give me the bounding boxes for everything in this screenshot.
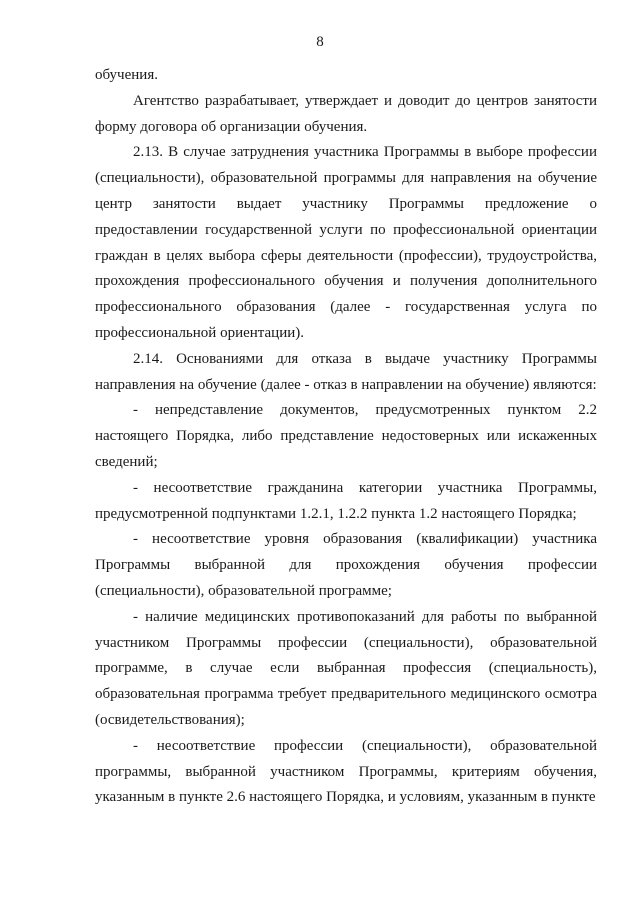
paragraph-2-14: 2.14. Основаниями для отказа в выдаче участнику Программы направления на обучение (далее - отказ в направлении на обучение) являются: bbox=[95, 350, 597, 393]
paragraph-2-13: 2.13. В случае затруднения участника Программы в выборе профессии (специальности), образовательной программы для направления на обучение центр занятости выдает участнику Программы предложение о предоставлении государственной услуги по профессиональной ориентации граждан в целях выбора сферы деятельности (профессии), трудоустройства, прохождения профессионального обучения и получения дополнительного профессионального образования (далее - государственная услуга по профессиональной ориентации). bbox=[95, 144, 597, 341]
list-item-category: - несоответствие гражданина категории участника Программы, предусмотренной подпунктами 1.2.1, 1.2.2 пункта 1.2 настоящего Порядка; bbox=[95, 479, 597, 522]
list-item-medical: - наличие медицинских противопоказаний для работы по выбранной участником Программы профессии (специальности), образовательной программе, в случае если выбранная профессия (специальность), образовательная программа требует предварительного медицинского осмотра (освидетельствования); bbox=[95, 608, 597, 728]
paragraph-agency-form: Агентство разрабатывает, утверждает и доводит до центров занятости форму договора об организации обучения. bbox=[95, 92, 597, 135]
list-item-criteria: - несоответствие профессии (специальности), образовательной программы, выбранной участником Программы, критериям обучения, указанным в пункте 2.6 настоящего Порядка, и условиям, указанным в пункте bbox=[95, 737, 597, 806]
paragraph-continuation: обучения. bbox=[95, 67, 158, 83]
list-item-education-level: - несоответствие уровня образования (квалификации) участника Программы выбранной для прохождения обучения профессии (специальности), образовательной программе; bbox=[95, 531, 597, 599]
page-number: 8 bbox=[316, 34, 324, 50]
list-item-documents: - непредставление документов, предусмотренных пунктом 2.2 настоящего Порядка, либо представление недостоверных или искаженных сведений; bbox=[95, 402, 597, 470]
document-body bbox=[95, 63, 597, 811]
